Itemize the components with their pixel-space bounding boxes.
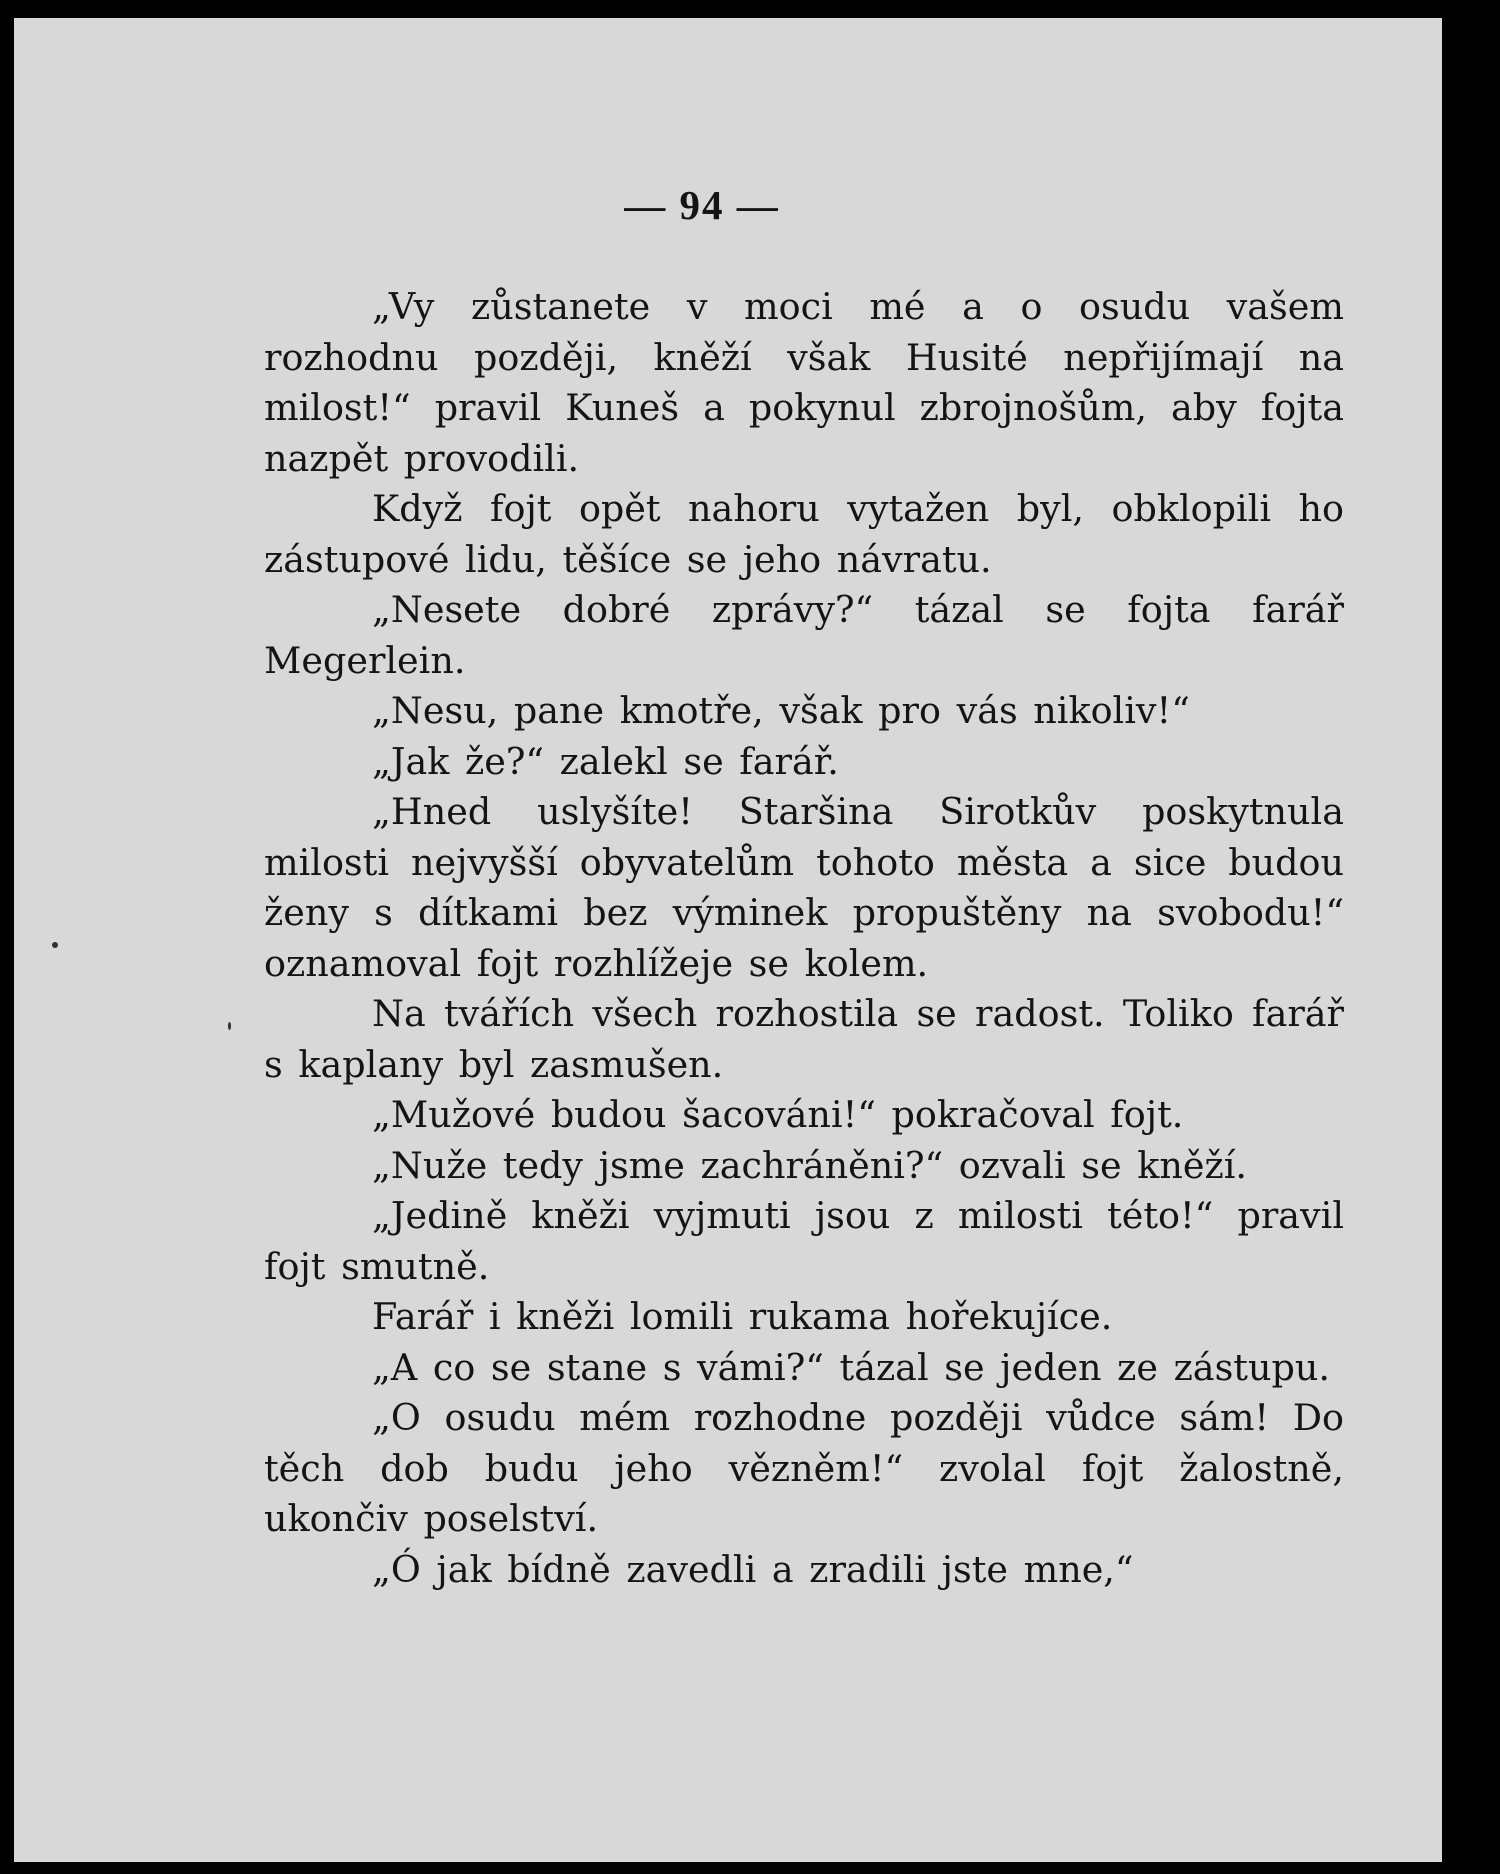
paragraph: „Nesete dobré zprávy?“ tázal se fojta farář Megerlein.	[264, 588, 1344, 682]
paragraph: „O osudu mém rozhodne později vůdce sám! Do těch dob budu jeho vězněm!“ zvolal fojt žalostně, ukončiv poselství.	[264, 1396, 1344, 1540]
paragraph: „Jedině kněži vyjmuti jsou z milosti této!“ pravil fojt smutně.	[264, 1194, 1344, 1288]
paragraph: „Mužové budou šacováni!“ pokračoval fojt.	[372, 1093, 1184, 1136]
page-number: — 94 —	[624, 182, 780, 228]
print-speck	[52, 942, 58, 948]
print-speck	[228, 1022, 231, 1030]
paragraph: „Vy zůstanete v moci mé a o osudu vašem rozhodnu později, kněží však Husité nepřijímají na milost!“ pravil Kuneš a pokynul zbrojnošům, aby fojta nazpět provodili.	[264, 285, 1344, 480]
paragraph: „Jak že?“ zalekl se farář.	[372, 739, 839, 783]
paragraph: „Nuže tedy jsme zachráněni?“ ozvali se kněží.	[372, 1143, 1247, 1187]
paragraph: Farář i kněži lomili rukama hořekujíce.	[372, 1295, 1113, 1338]
paragraph: „Nesu, pane kmotře, však pro vás nikoliv!“	[372, 689, 1190, 732]
body-text	[264, 282, 1344, 1595]
paragraph: Když fojt opět nahoru vytažen byl, obklopili ho zástupové lidu, těšíce se jeho návratu.	[264, 487, 1344, 581]
book-page	[14, 18, 1470, 1862]
page-edge-shadow	[1442, 18, 1470, 1862]
paragraph: „A co se stane s vámi?“ tázal se jeden ze zástupu.	[372, 1345, 1330, 1389]
paragraph: „Hned uslyšíte! Staršina Sirotkův poskytnula milosti nejvyšší obyvatelům tohoto města a sice budou ženy s dítkami bez výminek propuštěny na svobodu!“ oznamoval fojt rozhlížeje se kolem.	[264, 790, 1344, 985]
paragraph: Na tvářích všech rozhostila se radost. Toliko farář s kaplany byl zasmušen.	[264, 992, 1344, 1086]
paragraph: „Ó jak bídně zavedli a zradili jste mne,“	[372, 1547, 1134, 1591]
